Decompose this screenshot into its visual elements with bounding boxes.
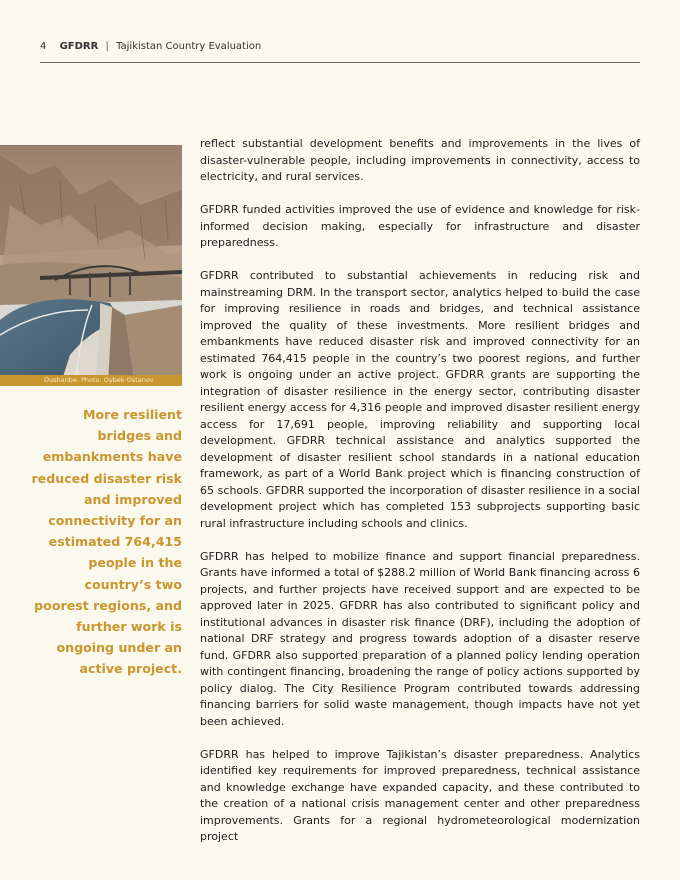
mountain-road-bridge-image: [0, 145, 182, 386]
main-body-text: [200, 136, 640, 862]
paragraph: GFDRR has helped to mobilize finance and support financial preparedness. Grants have informed a total of $288.2 million of World Bank financing across 6 projects, and further projects have received support and are expected to be approved later in 2025. GFDRR has also contributed to significant policy and institutional advances in disaster risk finance (DRF), including the adoption of national DRF strategy and progress towards adoption of a disaster reserve fund. GFDRR also supported preparation of a planned policy lending operation with contingent financing, broadening the range of policy actions supported by policy dialog. The City Resilience Program contributed towards addressing financing barriers for solid waste management, though impacts have not yet been achieved.: [200, 549, 640, 728]
page-number: 4: [40, 41, 47, 52]
page-header: [40, 40, 640, 54]
header-rule: [40, 62, 640, 63]
photo-dushanbe-bridge: [0, 145, 182, 386]
paragraph: GFDRR contributed to substantial achievements in reducing risk and mainstreaming DRM. In the transport sector, analytics helped to build the case for improving resilience in roads and bridges, and technical assistance improved the quality of these investments. More resilient bridges and embankments have reduced disaster risk and improved connectivity for an estimated 764,415 people in the country’s two poorest regions, and further work is ongoing under an active project. GFDRR grants are supporting the integration of disaster resilience in the energy sector, contributing disaster resilient energy access for 4,316 people and improved disaster resilient energy access for 17,691 people, improving reliability and supporting local development. GFDRR technical assistance and analytics supported the development of disaster resilient school standards in a national education framework, as part of a World Bank project which is financing construction of 65 schools. GFDRR supported the incorporation of disaster resilience in a social development project which has completed 153 subprojects supporting basic rural infrastructure including schools and clinics.: [200, 269, 640, 530]
header-title: Tajikistan Country Evaluation: [116, 41, 262, 52]
header-org: GFDRR: [59, 41, 99, 52]
paragraph: GFDRR funded activities improved the use of evidence and knowledge for risk-informed decision making, especially for infrastructure and disaster preparedness.: [200, 203, 640, 249]
photo-caption: Dushanbe. Photo: Oybek Ostanov: [0, 375, 182, 386]
paragraph: reflect substantial development benefits and improvements in the lives of disaster-vulnerable people, including improvements in connectivity, access to electricity, and rural services.: [200, 137, 640, 183]
pull-quote: More resilient bridges and embankments have reduced disaster risk and improved connectivity for an estimated 764,415 people in the country’s two poorest regions, and further work is ongoing under an active project.: [31, 407, 182, 677]
paragraph: GFDRR has helped to improve Tajikistan’s disaster preparedness. Analytics identified key requirements for improved preparedness, technical assistance and knowledge exchange have expanded capacity, and these contributed to the creation of a national crisis management center and other preparedness improvements. Grants for a regional hydrometeorological modernization project: [200, 747, 640, 843]
header-separator: |: [105, 41, 109, 52]
